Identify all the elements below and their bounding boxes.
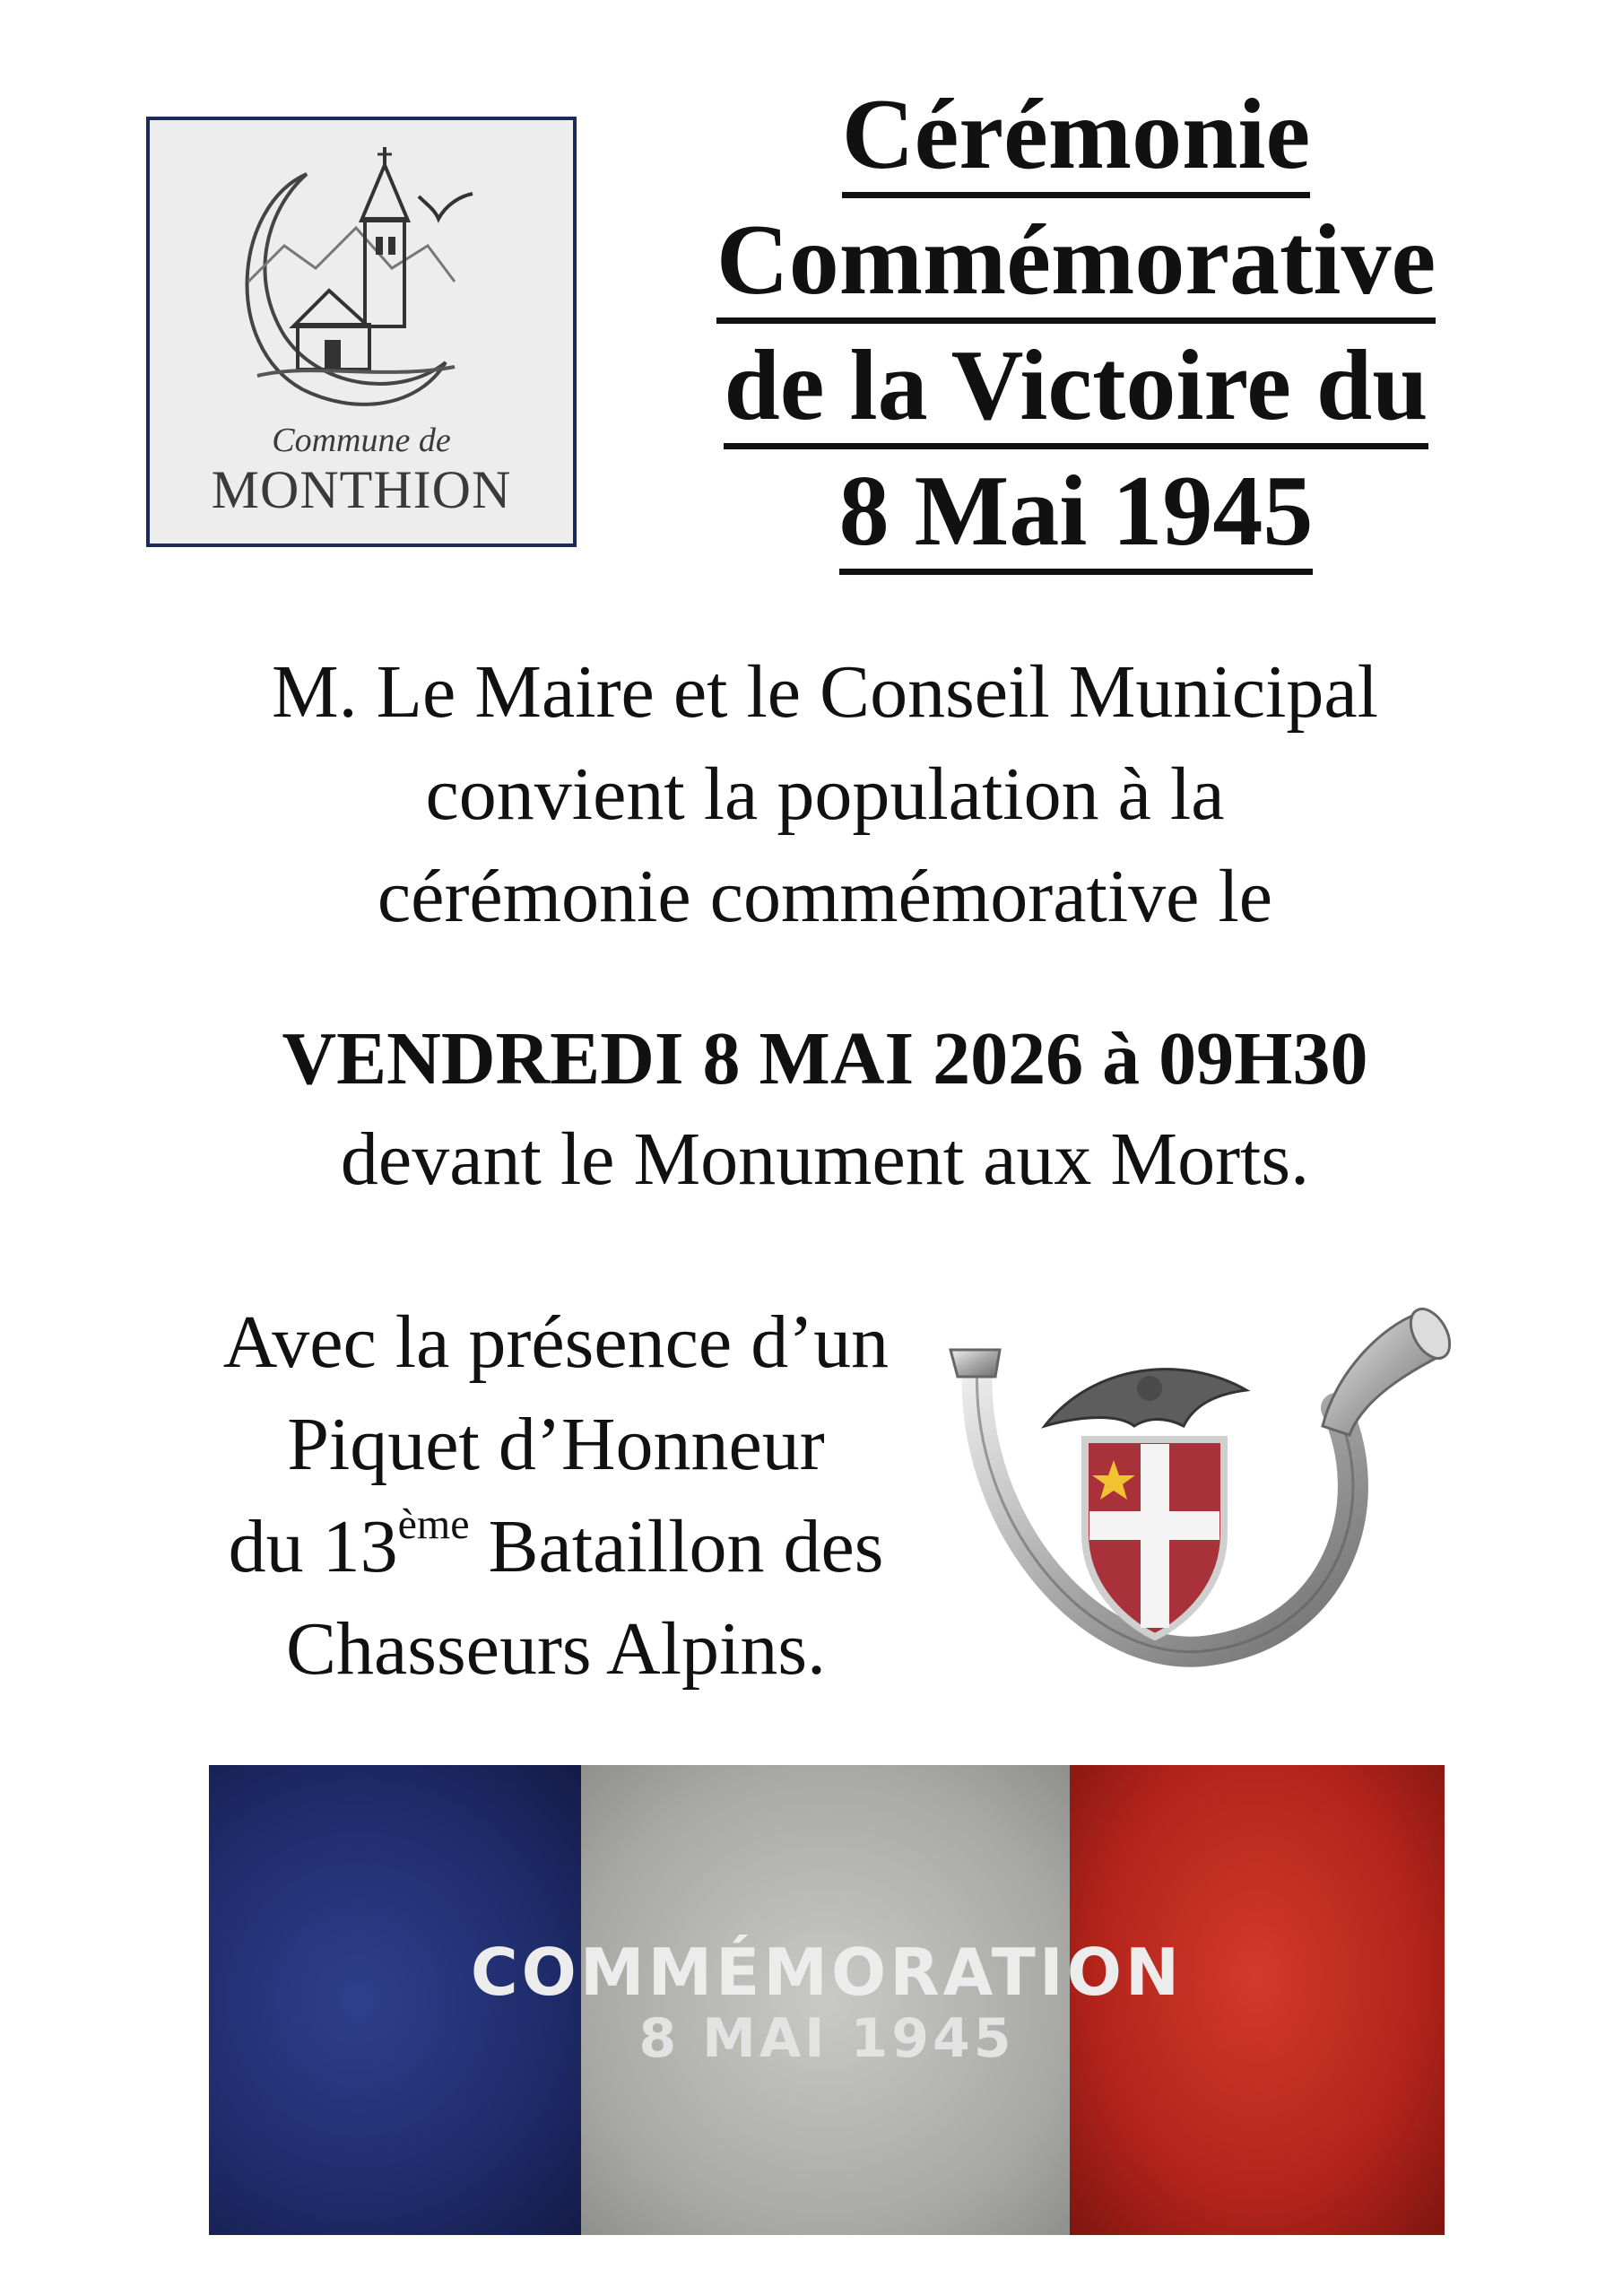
commune-logo bbox=[146, 117, 577, 547]
invitation-line: cérémonie commémorative le bbox=[377, 855, 1273, 938]
invitation-line: M. Le Maire et le Conseil Municipal bbox=[271, 650, 1379, 734]
presence-line: Piquet d’Honneur bbox=[287, 1403, 825, 1486]
hunting-horn-icon bbox=[915, 1292, 1453, 1695]
event-details bbox=[90, 1009, 1560, 1210]
title-line: de la Victoire du bbox=[724, 330, 1428, 449]
banner-title: COMMÉMORATION bbox=[470, 1935, 1184, 2010]
chasseurs-alpins-emblem bbox=[915, 1292, 1453, 1695]
title-line: 8 Mai 1945 bbox=[839, 456, 1314, 575]
page-title bbox=[628, 72, 1524, 574]
savoy-shield-icon bbox=[1085, 1439, 1224, 1637]
banner-date: 8 MAI 1945 bbox=[638, 2007, 1015, 2070]
event-date-time: VENDREDI 8 MAI 2026 à 09H30 bbox=[282, 1017, 1368, 1100]
title-line: Cérémonie bbox=[842, 79, 1310, 198]
invitation-line: convient la population à la bbox=[425, 752, 1225, 836]
logo-town-name: MONTHION bbox=[211, 460, 512, 519]
event-location: devant le Monument aux Morts. bbox=[340, 1118, 1310, 1201]
presence-line: du 13ème Bataillon des bbox=[228, 1500, 884, 1588]
eagle-icon bbox=[1045, 1370, 1246, 1426]
presence-text bbox=[108, 1292, 1004, 1700]
title-line: Commémorative bbox=[716, 204, 1436, 324]
presence-line: Chasseurs Alpins. bbox=[285, 1607, 827, 1691]
logo-commune-label: Commune de bbox=[272, 422, 451, 459]
presence-line: Avec la présence d’un bbox=[222, 1300, 890, 1384]
banner-text bbox=[209, 1935, 1445, 2068]
invitation-text bbox=[90, 641, 1560, 948]
commemoration-banner bbox=[209, 1765, 1445, 2235]
